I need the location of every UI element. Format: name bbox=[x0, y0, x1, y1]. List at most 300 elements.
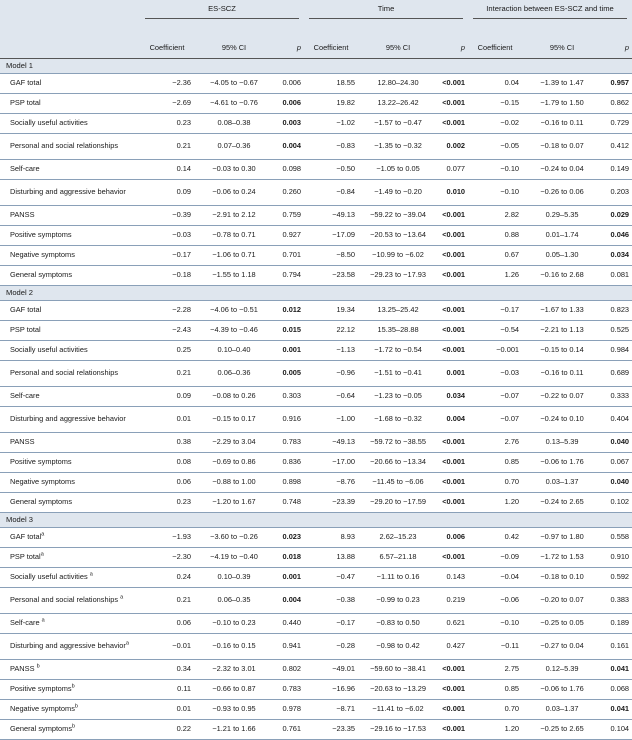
coefficient-cell: 0.23 bbox=[140, 114, 194, 134]
table-row bbox=[0, 568, 632, 588]
p-value-cell: 0.404 bbox=[602, 407, 632, 433]
ci-cell: −0.26 to 0.06 bbox=[522, 180, 602, 206]
row-label bbox=[0, 548, 140, 568]
header-es-scz: ES-SCZ bbox=[140, 0, 304, 39]
model-header-row bbox=[0, 59, 632, 74]
header-ci: 95% CI bbox=[358, 39, 438, 59]
ci-cell: −0.15 to 0.17 bbox=[194, 407, 274, 433]
coefficient-cell: −0.03 bbox=[140, 226, 194, 246]
row-label bbox=[0, 387, 140, 407]
ci-cell: −2.91 to 2.12 bbox=[194, 206, 274, 226]
p-value-cell: 0.012 bbox=[274, 301, 304, 321]
ci-cell: −1.72 to 1.53 bbox=[522, 548, 602, 568]
ci-cell: −1.05 to 0.05 bbox=[358, 160, 438, 180]
coefficient-cell: 0.38 bbox=[140, 433, 194, 453]
coefficient-cell: −0.84 bbox=[304, 180, 358, 206]
coefficient-cell: −23.39 bbox=[304, 493, 358, 513]
p-value-cell: 0.748 bbox=[274, 493, 304, 513]
coefficient-cell: −0.64 bbox=[304, 387, 358, 407]
coefficient-cell: 0.34 bbox=[140, 660, 194, 680]
footnote-marker: a bbox=[41, 617, 45, 624]
coefficient-cell: 0.22 bbox=[140, 720, 194, 740]
ci-cell: −0.97 to 1.80 bbox=[522, 528, 602, 548]
p-value-cell: 0.040 bbox=[602, 433, 632, 453]
ci-cell: −0.16 to 0.11 bbox=[522, 361, 602, 387]
coefficient-cell: −0.10 bbox=[468, 614, 522, 634]
ci-cell: −29.23 to −17.93 bbox=[358, 266, 438, 286]
row-label-text: PANSS bbox=[10, 437, 35, 447]
p-value-cell: 0.001 bbox=[274, 341, 304, 361]
table-row bbox=[0, 180, 632, 206]
row-label bbox=[0, 226, 140, 246]
ci-cell: −0.24 to 2.65 bbox=[522, 493, 602, 513]
p-value-cell: <0.001 bbox=[438, 226, 468, 246]
coefficient-cell: −23.35 bbox=[304, 720, 358, 740]
coefficient-cell: −0.39 bbox=[140, 206, 194, 226]
ci-cell: −0.99 to 0.23 bbox=[358, 588, 438, 614]
ci-cell: −1.57 to −0.47 bbox=[358, 114, 438, 134]
ci-cell: −0.06 to 1.76 bbox=[522, 453, 602, 473]
row-label bbox=[0, 568, 140, 588]
row-label-text: PSP total bbox=[10, 325, 41, 335]
p-value-cell: <0.001 bbox=[438, 266, 468, 286]
row-label bbox=[0, 321, 140, 341]
p-value-cell: 0.203 bbox=[602, 180, 632, 206]
ci-cell: −0.20 to 0.07 bbox=[522, 588, 602, 614]
table-row bbox=[0, 114, 632, 134]
table-row bbox=[0, 160, 632, 180]
coefficient-cell: −2.36 bbox=[140, 74, 194, 94]
coefficient-cell: 0.06 bbox=[140, 473, 194, 493]
p-value-cell: <0.001 bbox=[438, 114, 468, 134]
p-value-cell: 0.004 bbox=[274, 134, 304, 160]
p-value-cell: 0.005 bbox=[274, 361, 304, 387]
ci-cell: −2.21 to 1.13 bbox=[522, 321, 602, 341]
coefficient-cell: −16.96 bbox=[304, 680, 358, 700]
coefficient-cell: −0.17 bbox=[468, 301, 522, 321]
ci-cell: −29.20 to −17.59 bbox=[358, 493, 438, 513]
p-value-cell: <0.001 bbox=[438, 473, 468, 493]
ci-cell: −0.06 to 1.76 bbox=[522, 680, 602, 700]
row-label bbox=[0, 134, 140, 160]
table-row bbox=[0, 246, 632, 266]
ci-cell: −1.68 to −0.32 bbox=[358, 407, 438, 433]
p-value-cell: 0.068 bbox=[602, 680, 632, 700]
table-row bbox=[0, 453, 632, 473]
header-sub-row bbox=[0, 39, 632, 59]
coefficient-cell: 19.82 bbox=[304, 94, 358, 114]
row-label bbox=[0, 341, 140, 361]
row-label bbox=[0, 407, 140, 433]
p-value-cell: 0.621 bbox=[438, 614, 468, 634]
p-value-cell: 0.002 bbox=[438, 134, 468, 160]
coefficient-cell: −2.43 bbox=[140, 321, 194, 341]
coefficient-cell: 0.25 bbox=[140, 341, 194, 361]
p-value-cell: <0.001 bbox=[438, 341, 468, 361]
header-coefficient: Coefficient bbox=[140, 39, 194, 59]
coefficient-cell: 0.23 bbox=[140, 493, 194, 513]
p-value-cell: 0.098 bbox=[274, 160, 304, 180]
table-row bbox=[0, 433, 632, 453]
p-value-cell: 0.783 bbox=[274, 680, 304, 700]
table-row bbox=[0, 341, 632, 361]
coefficient-cell: −49.13 bbox=[304, 433, 358, 453]
ci-cell: −10.99 to −6.02 bbox=[358, 246, 438, 266]
coefficient-cell: 0.67 bbox=[468, 246, 522, 266]
row-label bbox=[0, 433, 140, 453]
coefficient-cell: −0.28 bbox=[304, 634, 358, 660]
ci-cell: −0.03 to 0.30 bbox=[194, 160, 274, 180]
p-value-cell: 0.333 bbox=[602, 387, 632, 407]
row-label-text: Positive symptoms bbox=[10, 230, 72, 240]
coefficient-cell: −17.09 bbox=[304, 226, 358, 246]
p-value-cell: <0.001 bbox=[438, 548, 468, 568]
row-label bbox=[0, 588, 140, 614]
coefficient-cell: −0.18 bbox=[140, 266, 194, 286]
row-label bbox=[0, 528, 140, 548]
table-row bbox=[0, 680, 632, 700]
coefficient-cell: −8.50 bbox=[304, 246, 358, 266]
coefficient-cell: 0.01 bbox=[140, 407, 194, 433]
footnote-marker: b bbox=[71, 683, 75, 690]
coefficient-cell: −23.58 bbox=[304, 266, 358, 286]
p-value-cell: <0.001 bbox=[438, 720, 468, 740]
header-p: p bbox=[274, 39, 304, 59]
p-value-cell: 0.383 bbox=[602, 588, 632, 614]
p-value-cell: <0.001 bbox=[438, 433, 468, 453]
ci-cell: −1.55 to 1.18 bbox=[194, 266, 274, 286]
ci-cell: 0.01–1.74 bbox=[522, 226, 602, 246]
model-title: Model 3 bbox=[0, 513, 632, 528]
ci-cell: −0.16 to 2.68 bbox=[522, 266, 602, 286]
p-value-cell: 0.427 bbox=[438, 634, 468, 660]
ci-cell: 0.03–1.37 bbox=[522, 473, 602, 493]
coefficient-cell: −1.93 bbox=[140, 528, 194, 548]
coefficient-cell: −0.10 bbox=[468, 160, 522, 180]
table-row bbox=[0, 266, 632, 286]
coefficient-cell: −0.17 bbox=[140, 246, 194, 266]
row-label bbox=[0, 634, 140, 660]
coefficient-cell: −0.15 bbox=[468, 94, 522, 114]
row-label-text: Socially useful activities bbox=[10, 118, 88, 128]
coefficient-cell: 0.21 bbox=[140, 361, 194, 387]
row-label-text: General symptoms bbox=[10, 497, 73, 507]
ci-cell: −0.10 to 0.23 bbox=[194, 614, 274, 634]
footnote-marker: a bbox=[40, 551, 44, 558]
p-value-cell: 0.558 bbox=[602, 528, 632, 548]
coefficient-cell: −8.71 bbox=[304, 700, 358, 720]
ci-cell: −0.78 to 0.71 bbox=[194, 226, 274, 246]
ci-cell: 0.03–1.37 bbox=[522, 700, 602, 720]
ci-cell: −0.93 to 0.95 bbox=[194, 700, 274, 720]
table-row bbox=[0, 206, 632, 226]
coefficient-cell: −2.28 bbox=[140, 301, 194, 321]
p-value-cell: <0.001 bbox=[438, 94, 468, 114]
row-label bbox=[0, 361, 140, 387]
p-value-cell: 0.525 bbox=[602, 321, 632, 341]
p-value-cell: 0.862 bbox=[602, 94, 632, 114]
p-value-cell: 0.941 bbox=[274, 634, 304, 660]
row-label bbox=[0, 453, 140, 473]
ci-cell: −59.60 to −38.41 bbox=[358, 660, 438, 680]
table-row bbox=[0, 614, 632, 634]
coefficient-cell: −0.001 bbox=[468, 341, 522, 361]
footnote-marker: b bbox=[74, 703, 78, 710]
ci-cell: −0.27 to 0.04 bbox=[522, 634, 602, 660]
p-value-cell: 0.102 bbox=[602, 493, 632, 513]
p-value-cell: 0.916 bbox=[274, 407, 304, 433]
row-label-text: Self-care bbox=[10, 164, 40, 174]
ci-cell: 0.06–0.35 bbox=[194, 588, 274, 614]
p-value-cell: 0.592 bbox=[602, 568, 632, 588]
coefficient-cell: −8.76 bbox=[304, 473, 358, 493]
row-label bbox=[0, 160, 140, 180]
p-value-cell: <0.001 bbox=[438, 74, 468, 94]
footnote-marker: b bbox=[72, 723, 76, 730]
row-label-text: PANSS bbox=[10, 210, 35, 220]
coefficient-cell: −0.96 bbox=[304, 361, 358, 387]
header-coefficient: Coefficient bbox=[304, 39, 358, 59]
p-value-cell: 0.001 bbox=[274, 568, 304, 588]
table-row bbox=[0, 74, 632, 94]
row-label-text: Disturbing and aggressive behavior bbox=[10, 641, 126, 651]
ci-cell: −29.16 to −17.53 bbox=[358, 720, 438, 740]
ci-cell: −1.49 to −0.20 bbox=[358, 180, 438, 206]
header-blank-sub bbox=[0, 39, 140, 59]
ci-cell: −0.98 to 0.42 bbox=[358, 634, 438, 660]
ci-cell: −0.06 to 0.24 bbox=[194, 180, 274, 206]
row-label bbox=[0, 660, 140, 680]
row-label bbox=[0, 180, 140, 206]
coefficient-cell: −49.13 bbox=[304, 206, 358, 226]
p-value-cell: <0.001 bbox=[438, 493, 468, 513]
ci-cell: −20.66 to −13.34 bbox=[358, 453, 438, 473]
coefficient-cell: 0.14 bbox=[140, 160, 194, 180]
ci-cell: −0.25 to 2.65 bbox=[522, 720, 602, 740]
p-value-cell: 0.034 bbox=[602, 246, 632, 266]
ci-cell: −59.22 to −39.04 bbox=[358, 206, 438, 226]
coefficient-cell: 0.70 bbox=[468, 473, 522, 493]
row-label-text: GAF total bbox=[10, 78, 42, 88]
ci-cell: −0.22 to 0.07 bbox=[522, 387, 602, 407]
coefficient-cell: −0.50 bbox=[304, 160, 358, 180]
coefficient-cell: 0.42 bbox=[468, 528, 522, 548]
coefficient-cell: −0.17 bbox=[304, 614, 358, 634]
row-label bbox=[0, 700, 140, 720]
ci-cell: −0.83 to 0.50 bbox=[358, 614, 438, 634]
p-value-cell: 0.004 bbox=[274, 588, 304, 614]
coefficient-cell: 0.21 bbox=[140, 134, 194, 160]
coefficient-cell: 0.11 bbox=[140, 680, 194, 700]
table-row bbox=[0, 94, 632, 114]
p-value-cell: 0.927 bbox=[274, 226, 304, 246]
p-value-cell: 0.161 bbox=[602, 634, 632, 660]
p-value-cell: 0.219 bbox=[438, 588, 468, 614]
coefficient-cell: −0.01 bbox=[140, 634, 194, 660]
coefficient-cell: −0.83 bbox=[304, 134, 358, 160]
ci-cell: 0.07–0.36 bbox=[194, 134, 274, 160]
header-group-row bbox=[0, 0, 632, 39]
ci-cell: −0.24 to 0.10 bbox=[522, 407, 602, 433]
coefficient-cell: −0.05 bbox=[468, 134, 522, 160]
row-label bbox=[0, 114, 140, 134]
ci-cell: −20.53 to −13.64 bbox=[358, 226, 438, 246]
model-title: Model 1 bbox=[0, 59, 632, 74]
ci-cell: −20.63 to −13.29 bbox=[358, 680, 438, 700]
coefficient-cell: −0.47 bbox=[304, 568, 358, 588]
coefficient-cell: 2.82 bbox=[468, 206, 522, 226]
table-body bbox=[0, 59, 632, 740]
row-label bbox=[0, 94, 140, 114]
p-value-cell: 0.034 bbox=[438, 387, 468, 407]
table-row bbox=[0, 387, 632, 407]
p-value-cell: 0.040 bbox=[602, 473, 632, 493]
coefficient-cell: 1.26 bbox=[468, 266, 522, 286]
p-value-cell: <0.001 bbox=[438, 680, 468, 700]
table-row bbox=[0, 301, 632, 321]
coefficient-cell: 0.01 bbox=[140, 700, 194, 720]
ci-cell: −1.11 to 0.16 bbox=[358, 568, 438, 588]
ci-cell: 0.05–1.30 bbox=[522, 246, 602, 266]
p-value-cell: 0.143 bbox=[438, 568, 468, 588]
p-value-cell: <0.001 bbox=[438, 246, 468, 266]
header-p: p bbox=[602, 39, 632, 59]
p-value-cell: 0.978 bbox=[274, 700, 304, 720]
table-row bbox=[0, 548, 632, 568]
ci-cell: −0.69 to 0.86 bbox=[194, 453, 274, 473]
coefficient-cell: −1.02 bbox=[304, 114, 358, 134]
coefficient-cell: 0.85 bbox=[468, 453, 522, 473]
table-row bbox=[0, 361, 632, 387]
ci-cell: −0.08 to 0.26 bbox=[194, 387, 274, 407]
coefficient-cell: −0.38 bbox=[304, 588, 358, 614]
p-value-cell: 0.010 bbox=[438, 180, 468, 206]
p-value-cell: <0.001 bbox=[438, 453, 468, 473]
p-value-cell: 0.759 bbox=[274, 206, 304, 226]
p-value-cell: 0.081 bbox=[602, 266, 632, 286]
row-label bbox=[0, 206, 140, 226]
row-label-text: Positive symptoms bbox=[10, 684, 72, 694]
ci-cell: −4.06 to −0.51 bbox=[194, 301, 274, 321]
ci-cell: −11.45 to −6.06 bbox=[358, 473, 438, 493]
ci-cell: −1.20 to 1.67 bbox=[194, 493, 274, 513]
footnote-marker: b bbox=[36, 663, 40, 670]
row-label-text: Negative symptoms bbox=[10, 250, 75, 260]
p-value-cell: 0.006 bbox=[438, 528, 468, 548]
footnote-marker: a bbox=[41, 531, 45, 538]
row-label-text: Disturbing and aggressive behavior bbox=[10, 414, 126, 424]
p-value-cell: 0.041 bbox=[602, 700, 632, 720]
p-value-cell: 0.836 bbox=[274, 453, 304, 473]
coefficient-cell: 0.85 bbox=[468, 680, 522, 700]
ci-cell: −0.16 to 0.15 bbox=[194, 634, 274, 660]
ci-cell: −0.88 to 1.00 bbox=[194, 473, 274, 493]
row-label-text: Self-care bbox=[10, 618, 42, 628]
coefficient-cell: 0.08 bbox=[140, 453, 194, 473]
row-label bbox=[0, 266, 140, 286]
coefficient-cell: 2.76 bbox=[468, 433, 522, 453]
coefficient-cell: 0.06 bbox=[140, 614, 194, 634]
header-p: p bbox=[438, 39, 468, 59]
row-label-text: Personal and social relationships bbox=[10, 141, 119, 151]
coefficient-cell: −0.06 bbox=[468, 588, 522, 614]
model-title: Model 2 bbox=[0, 286, 632, 301]
row-label bbox=[0, 493, 140, 513]
ci-cell: 0.08–0.38 bbox=[194, 114, 274, 134]
coefficient-cell: −0.07 bbox=[468, 407, 522, 433]
p-value-cell: 0.006 bbox=[274, 94, 304, 114]
coefficient-cell: −0.07 bbox=[468, 387, 522, 407]
ci-cell: −4.05 to −0.67 bbox=[194, 74, 274, 94]
table-row bbox=[0, 134, 632, 160]
p-value-cell: 0.794 bbox=[274, 266, 304, 286]
p-value-cell: 0.823 bbox=[602, 301, 632, 321]
p-value-cell: 0.984 bbox=[602, 341, 632, 361]
coefficient-cell: −17.00 bbox=[304, 453, 358, 473]
p-value-cell: 0.015 bbox=[274, 321, 304, 341]
coefficient-cell: 0.24 bbox=[140, 568, 194, 588]
ci-cell: −2.29 to 3.04 bbox=[194, 433, 274, 453]
coefficient-cell: −1.13 bbox=[304, 341, 358, 361]
coefficient-cell: −0.10 bbox=[468, 180, 522, 206]
coefficient-cell: 19.34 bbox=[304, 301, 358, 321]
ci-cell: −0.18 to 0.07 bbox=[522, 134, 602, 160]
coefficient-cell: 2.75 bbox=[468, 660, 522, 680]
row-label-text: GAF total bbox=[10, 305, 42, 315]
row-label-text: Positive symptoms bbox=[10, 457, 72, 467]
p-value-cell: 0.898 bbox=[274, 473, 304, 493]
ci-cell: −0.25 to 0.05 bbox=[522, 614, 602, 634]
coefficient-cell: −0.03 bbox=[468, 361, 522, 387]
p-value-cell: 0.023 bbox=[274, 528, 304, 548]
ci-cell: 13.25–25.42 bbox=[358, 301, 438, 321]
row-label bbox=[0, 680, 140, 700]
header-ci: 95% CI bbox=[194, 39, 274, 59]
p-value-cell: <0.001 bbox=[438, 206, 468, 226]
coefficient-cell: −0.54 bbox=[468, 321, 522, 341]
row-label-text: PANSS bbox=[10, 664, 37, 674]
row-label bbox=[0, 74, 140, 94]
p-value-cell: 0.689 bbox=[602, 361, 632, 387]
table-row bbox=[0, 473, 632, 493]
ci-cell: −1.51 to −0.41 bbox=[358, 361, 438, 387]
coefficient-cell: 1.20 bbox=[468, 720, 522, 740]
coefficient-cell: 18.55 bbox=[304, 74, 358, 94]
p-value-cell: 0.440 bbox=[274, 614, 304, 634]
table-row bbox=[0, 588, 632, 614]
p-value-cell: <0.001 bbox=[438, 301, 468, 321]
table-row bbox=[0, 407, 632, 433]
p-value-cell: 0.957 bbox=[602, 74, 632, 94]
row-label-text: PSP total bbox=[10, 552, 41, 562]
ci-cell: 2.62–15.23 bbox=[358, 528, 438, 548]
p-value-cell: 0.701 bbox=[274, 246, 304, 266]
row-label bbox=[0, 301, 140, 321]
ci-cell: 6.57–21.18 bbox=[358, 548, 438, 568]
coefficient-cell: 0.09 bbox=[140, 387, 194, 407]
p-value-cell: 0.189 bbox=[602, 614, 632, 634]
row-label-text: General symptoms bbox=[10, 270, 73, 280]
table-row bbox=[0, 634, 632, 660]
p-value-cell: 0.412 bbox=[602, 134, 632, 160]
header-blank bbox=[0, 0, 140, 39]
table-row bbox=[0, 700, 632, 720]
ci-cell: −1.67 to 1.33 bbox=[522, 301, 602, 321]
p-value-cell: 0.303 bbox=[274, 387, 304, 407]
footnote-marker: a bbox=[120, 594, 124, 601]
coefficient-cell: 1.20 bbox=[468, 493, 522, 513]
ci-cell: −0.18 to 0.10 bbox=[522, 568, 602, 588]
